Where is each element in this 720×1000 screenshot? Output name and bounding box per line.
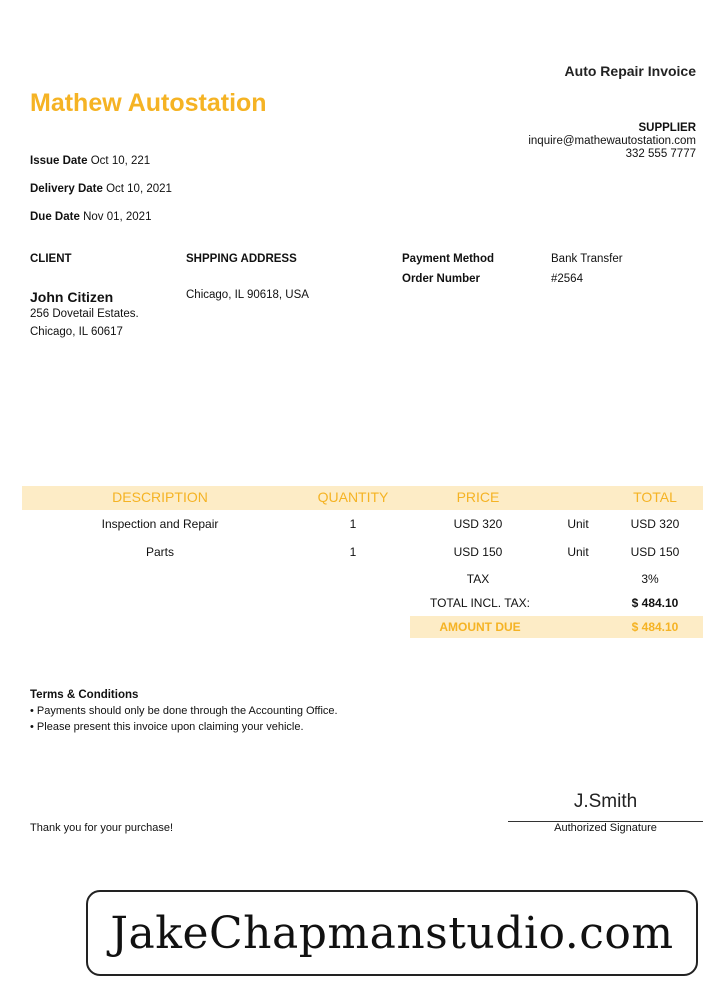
due-date-label: Due Date [30, 211, 80, 223]
tax-value: 3% [641, 572, 659, 586]
supplier-email: inquire@mathewautostation.com [528, 135, 696, 147]
shipping-address: Chicago, IL 90618, USA [186, 289, 309, 301]
total-incl-tax-label: TOTAL INCL. TAX: [429, 596, 531, 610]
row1-price: USD 320 [453, 517, 503, 531]
company-name: Mathew Autostation [30, 89, 267, 117]
column-header-quantity: QUANTITY [317, 489, 389, 505]
row1-unit: Unit [567, 517, 589, 531]
signature-caption: Authorized Signature [554, 822, 657, 834]
payment-method-value: Bank Transfer [551, 253, 623, 265]
signature-name: J.Smith [573, 791, 638, 812]
tax-label: TAX [466, 572, 490, 586]
payment-method-label: Payment Method [402, 253, 495, 265]
row1-description: Inspection and Repair [101, 517, 219, 531]
issue-date-value: Oct 10, 221 [90, 155, 151, 167]
terms-item: • Please present this invoice upon claiming your vehicle. [30, 721, 304, 733]
delivery-date [30, 183, 172, 195]
client-name: John Citizen [30, 289, 114, 305]
issue-date-label: Issue Date [30, 155, 88, 167]
terms-item-text: Payments should only be done through the Accounting Office. [36, 705, 338, 717]
row1-quantity: 1 [349, 517, 357, 531]
amount-due-value: $ 484.10 [631, 620, 679, 634]
supplier-label: SUPPLIER [638, 122, 696, 134]
row2-quantity: 1 [349, 545, 357, 559]
total-incl-tax-value: $ 484.10 [631, 596, 679, 610]
row1-total: USD 320 [630, 517, 680, 531]
column-header-price: PRICE [456, 489, 500, 505]
column-header-description: DESCRIPTION [112, 489, 208, 505]
order-number-value: #2564 [551, 273, 583, 285]
row2-unit: Unit [567, 545, 589, 559]
terms-title: Terms & Conditions [30, 689, 139, 701]
supplier-phone: 332 555 7777 [625, 148, 696, 160]
thank-you-note: Thank you for your purchase! [30, 822, 174, 834]
delivery-date-label: Delivery Date [30, 183, 103, 195]
row2-description: Parts [145, 545, 174, 559]
amount-due-label: AMOUNT DUE [439, 620, 521, 634]
issue-date [30, 155, 150, 167]
order-number-label: Order Number [402, 273, 480, 285]
delivery-date-value: Oct 10, 2021 [106, 183, 172, 195]
due-date [30, 211, 151, 223]
document-title: Auto Repair Invoice [564, 63, 696, 79]
terms-item-text: Please present this invoice upon claiming your vehicle. [36, 721, 304, 733]
shipping-header: SHPPING ADDRESS [186, 253, 297, 265]
client-header: CLIENT [30, 253, 72, 265]
row2-price: USD 150 [453, 545, 503, 559]
row2-total: USD 150 [630, 545, 680, 559]
client-address-line2: Chicago, IL 60617 [30, 326, 123, 338]
watermark-box [86, 890, 698, 976]
supplier-block [528, 122, 696, 161]
watermark-text: JakeChapmanstudio.com [110, 907, 674, 959]
client-address-line1: 256 Dovetail Estates. [30, 308, 139, 320]
terms-item: • Payments should only be done through the Accounting Office. [30, 705, 338, 717]
column-header-total: TOTAL [633, 489, 677, 505]
due-date-value: Nov 01, 2021 [83, 211, 152, 223]
